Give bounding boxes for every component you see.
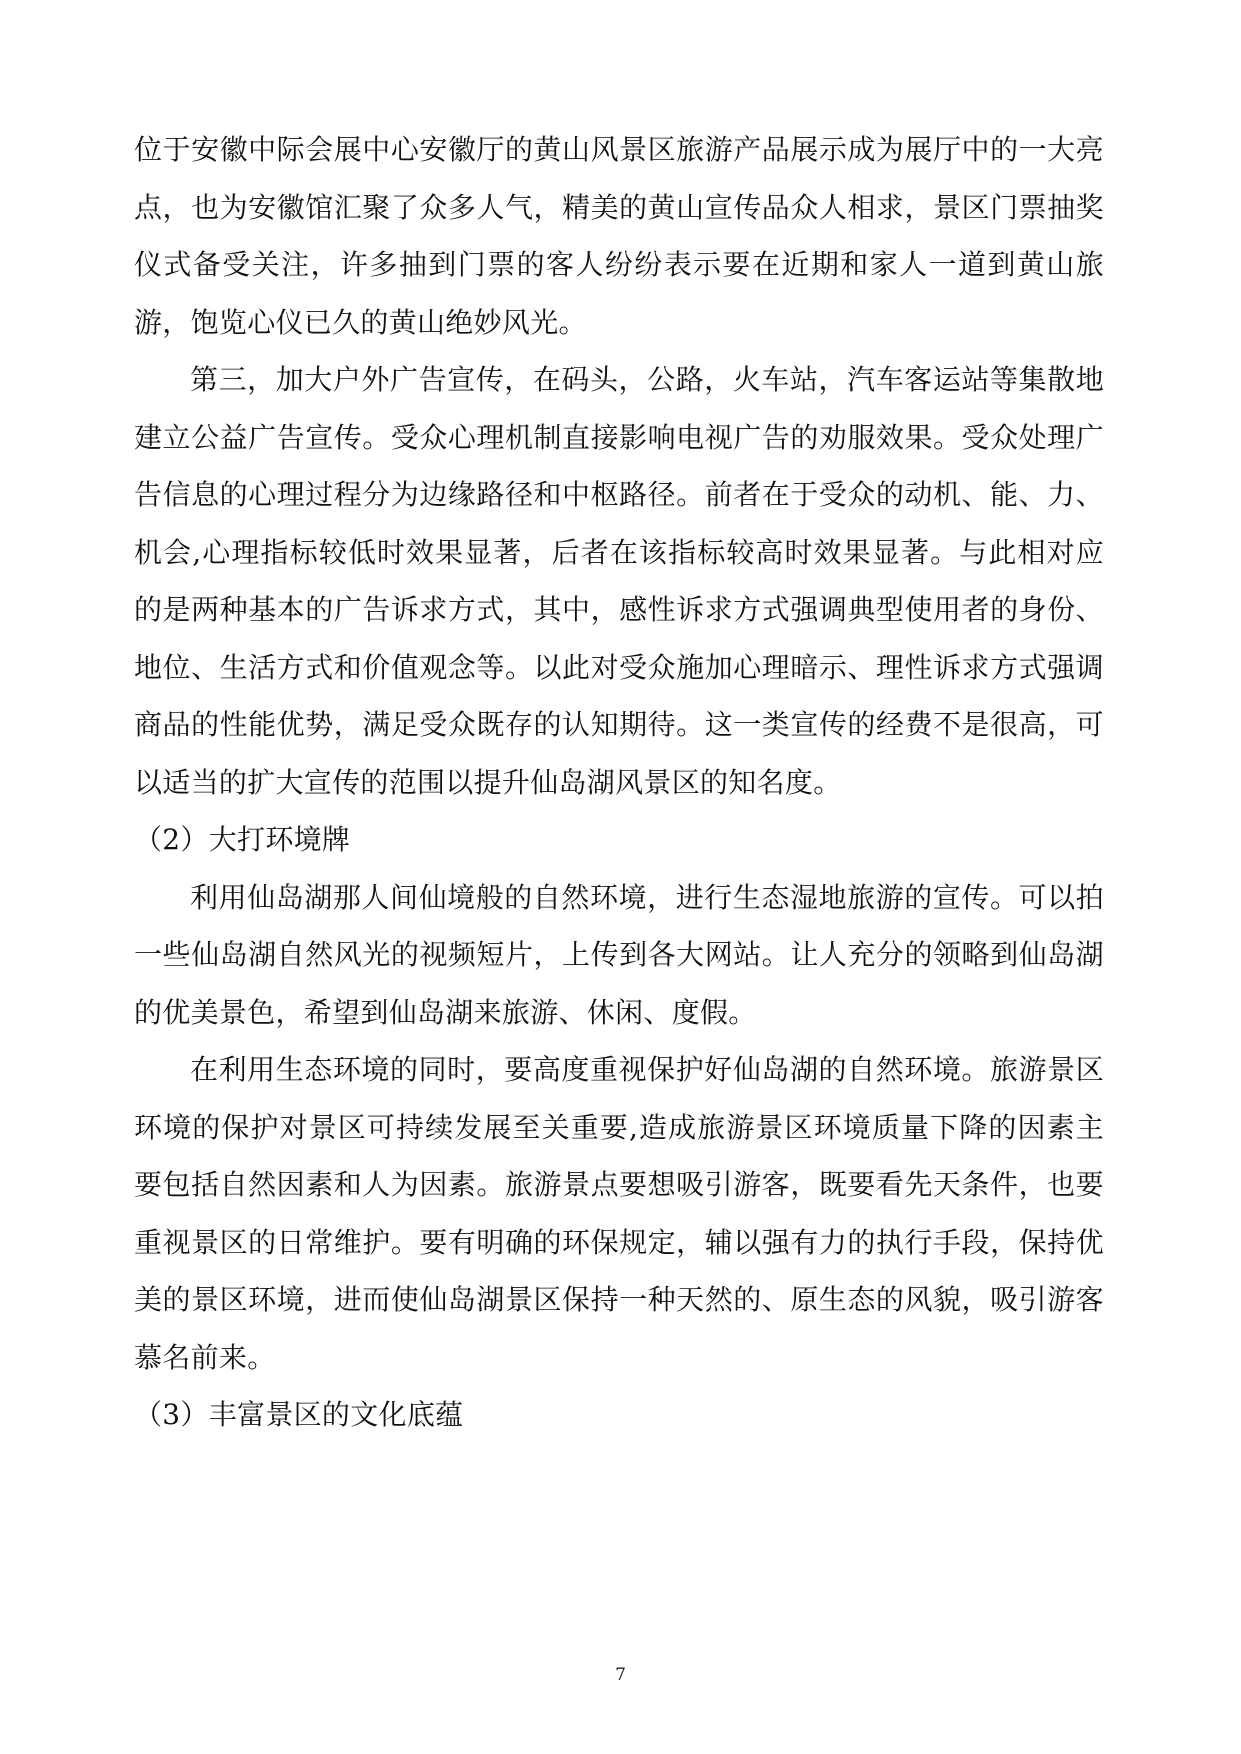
paragraph-natural-environment: 利用仙岛湖那人间仙境般的自然环境，进行生态湿地旅游的宣传。可以拍一些仙岛湖自然风光的视频短片，上传到各大网站。让人充分的领略到仙岛湖的优美景色，希望到仙岛湖来旅游、休闲、度假。 bbox=[134, 880, 1104, 1029]
page-body bbox=[134, 121, 1104, 1444]
paragraph-huangshan-exhibition: 位于安徽中际会展中心安徽厅的黄山风景区旅游产品展示成为展厅中的一大亮点，也为安徽馆汇聚了众多人气，精美的黄山宣传品众人相求，景区门票抽奖仪式备受关注，许多抽到门票的客人纷纷表示要在近期和家人一道到黄山旅游，饱览心仪已久的黄山绝妙风光。 bbox=[134, 133, 1104, 339]
page-number: 7 bbox=[615, 1665, 626, 1685]
section-heading-culture: （3）丰富景区的文化底蕴 bbox=[134, 1398, 464, 1431]
paragraph-environment-protection: 在利用生态环境的同时，要高度重视保护好仙岛湖的自然环境。旅游景区环境的保护对景区可持续发展至关重要,造成旅游景区环境质量下降的因素主要包括自然因素和人为因素。旅游景点要想吸引游客，既要看先天条件，也要重视景区的日常维护。要有明确的环保规定，辅以强有力的执行手段，保持优美的景区环境，进而使仙岛湖景区保持一种天然的、原生态的风貌，吸引游客慕名前来。 bbox=[134, 1053, 1104, 1374]
section-heading-environment: （2）大打环境牌 bbox=[134, 823, 351, 856]
paragraph-outdoor-advertising: 第三，加大户外广告宣传，在码头，公路，火车站，汽车客运站等集散地建立公益广告宣传。受众心理机制直接影响电视广告的劝服效果。受众处理广告信息的心理过程分为边缘路径和中枢路径。前者在于受众的动机、能、力、机会,心理指标较低时效果显著，后者在该指标较高时效果显著。与此相对应的是两种基本的广告诉求方式，其中，感性诉求方式强调典型使用者的身份、地位、生活方式和价值观念等。以此对受众施加心理暗示、理性诉求方式强调商品的性能优势，满足受众既存的认知期待。这一类宣传的经费不是很高，可以适当的扩大宣传的范围以提升仙岛湖风景区的知名度。 bbox=[134, 363, 1104, 799]
